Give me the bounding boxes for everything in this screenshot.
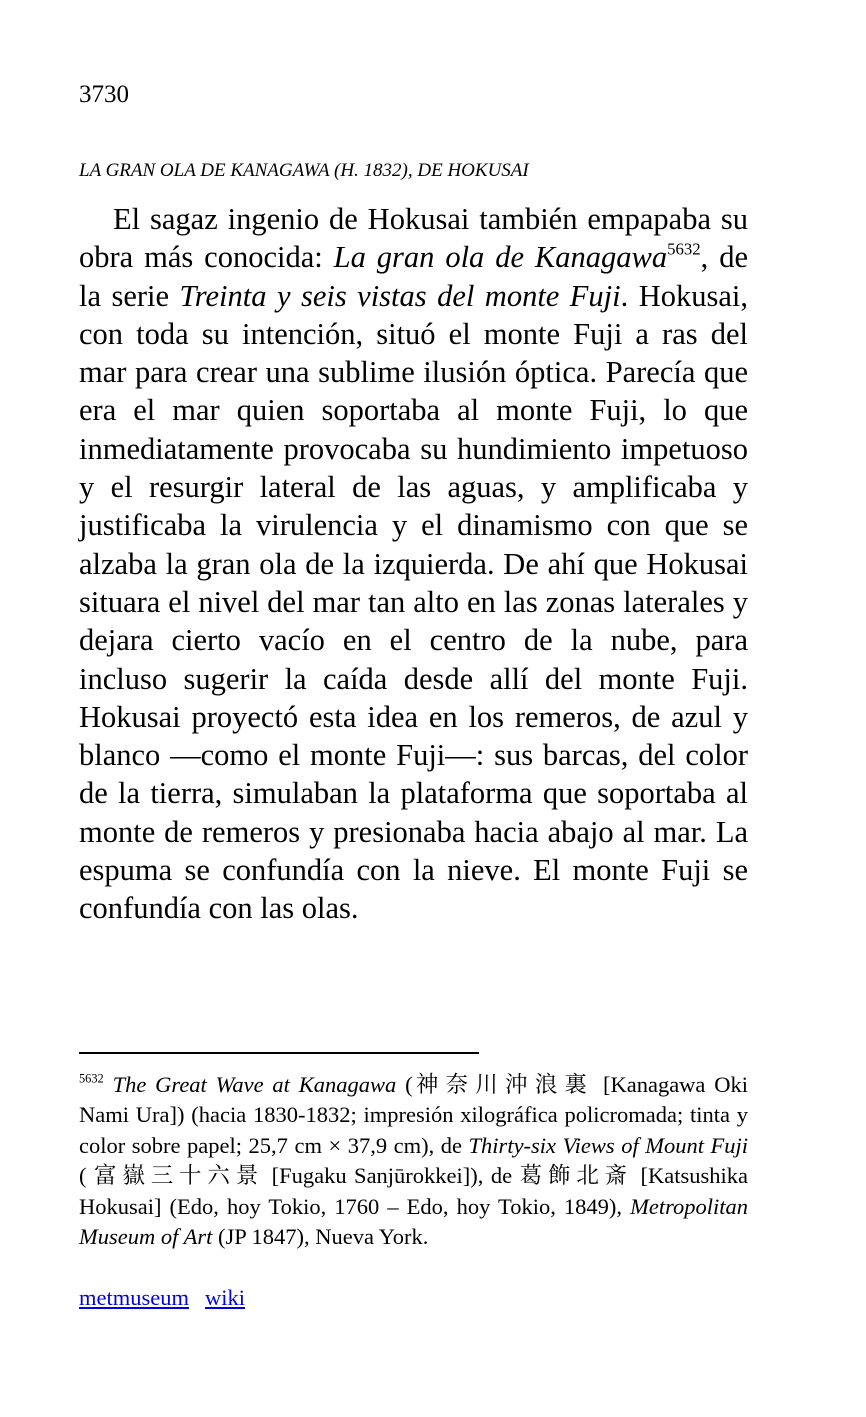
page-number: 3730 xyxy=(79,81,129,108)
footnote-japanese-series: 富嶽三十六景 xyxy=(93,1163,265,1190)
footnote-text: [Katsushika Hokusai] (Edo, hoy Tokio, 1760 – Edo, hoy Tokio, 1849), xyxy=(79,1163,748,1219)
footnote xyxy=(79,1070,748,1252)
footnote-text: [Kanagawa Oki Nami Ura]) (hacia 1830-1832; impresión xilográfica policromada; tinta y color sobre papel; 25,7 cm × 37,9 cm), de xyxy=(79,1072,749,1158)
section-title: LA GRAN OLA DE KANAGAWA (H. 1832), DE HOKUSAI xyxy=(79,160,529,181)
artwork-title: La gran ola de Kanagawa xyxy=(333,240,668,275)
paragraph-text: El sagaz ingenio de Hokusai también empapaba su obra más conocida: xyxy=(79,202,748,275)
footnote-artwork-title: The Great Wave at Kanagawa xyxy=(112,1072,397,1097)
footnote-museum: Metropolitan Museum of Art xyxy=(79,1193,748,1250)
paragraph-text: . Hokusai, con toda su intención, situó el monte Fuji a ras del mar para crear una sublime ilusión óptica. Parecía que era el mar quien soportaba al monte Fuji, lo que inmediatamente provocaba su hundimiento impetuoso y el resurgir lateral de las aguas, y amplificaba y justificaba la virulencia y el dinamismo con que se alzaba la gran ola de la izquierda. De ahí que Hokusai situara el nivel del mar tan alto en las zonas laterales y dejara cierto vacío en el centro de la nube, para incluso sugerir la caída desde allí del monte Fuji. Hokusai proyectó esta idea en los remeros, de azul y blanco —como el monte Fuji—: sus barcas, del color de la tierra, simulaban la plataforma que soportaba al monte de remeros y presionaba hacia abajo al mar. La espuma se confundía con la nieve. El monte Fuji se confundía con las olas. xyxy=(79,278,748,926)
footnote-text: [Fugaku Sanjūrokkei]), de xyxy=(264,1163,520,1189)
body-paragraph xyxy=(79,200,748,928)
paragraph-text: , de la serie xyxy=(79,240,748,313)
footnote-reference: 5632 xyxy=(667,239,701,259)
footnote-text: ( xyxy=(396,1072,413,1097)
footnote-japanese-artist: 葛飾北斎 xyxy=(519,1163,634,1190)
series-title: Treinta y seis vistas del monte Fuji xyxy=(179,278,621,313)
wiki-link[interactable]: wiki xyxy=(204,1285,245,1310)
footnote-text: (JP 1847), Nueva York. xyxy=(212,1224,429,1250)
footnote-text: ( xyxy=(79,1163,94,1189)
footnote-number: 5632 xyxy=(79,1071,104,1086)
footnote-japanese-title: 神奈川沖浪裏 xyxy=(412,1072,595,1098)
footnote-links xyxy=(79,1283,261,1313)
metmuseum-link[interactable]: metmuseum xyxy=(79,1285,189,1310)
footnote-series-title: Thirty-six Views of Mount Fuji xyxy=(468,1132,749,1158)
footnote-divider xyxy=(79,1052,479,1054)
